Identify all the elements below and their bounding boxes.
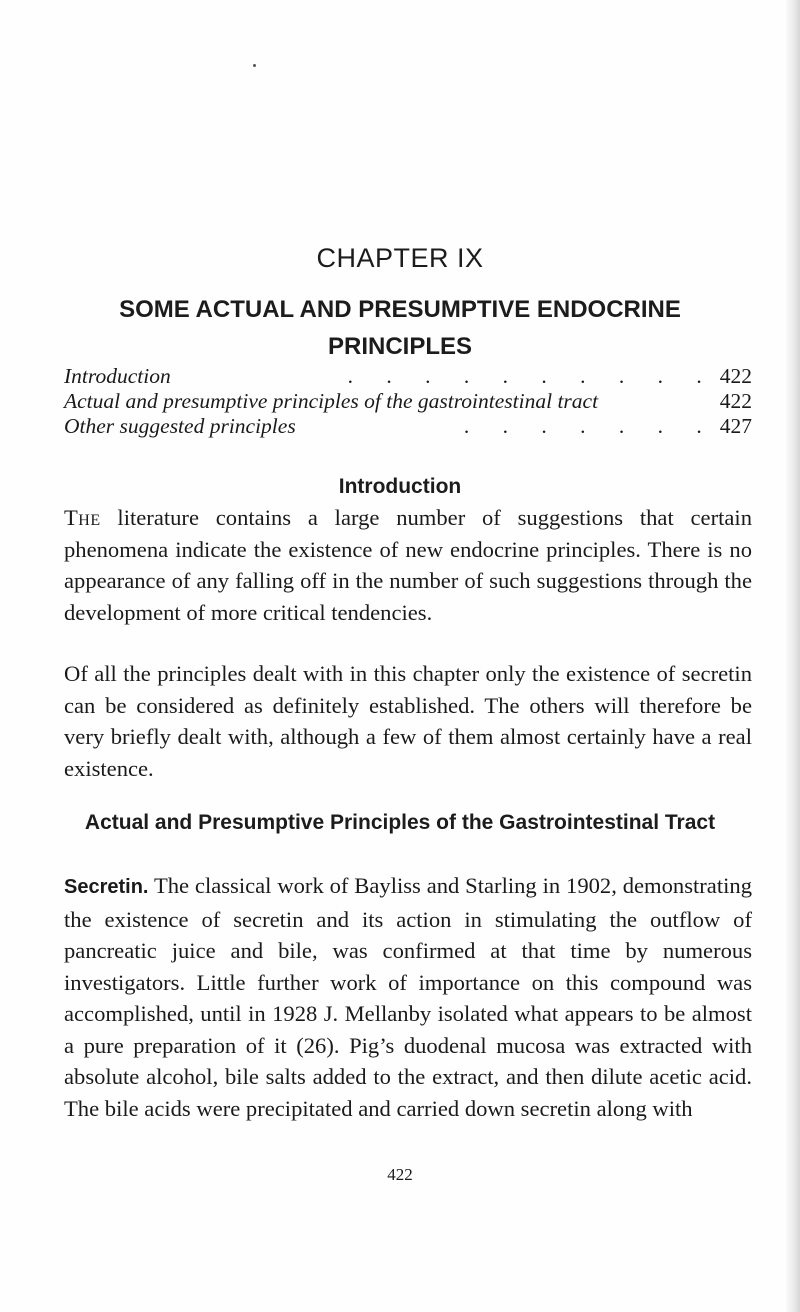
paragraph-text: literature contains a large number of suggestions that certain phenomena indicate the existence of new endocrine principles. There is no appearance of any falling off in the number of such suggestions through the development of more critical tendencies. bbox=[64, 505, 752, 625]
toc-entry-page: 427 bbox=[719, 414, 752, 438]
toc-entry-title: Actual and presumptive principles of the gastrointestinal tract bbox=[64, 389, 599, 413]
paragraph-intro-1 bbox=[64, 502, 752, 628]
page-edge-shadow bbox=[786, 0, 800, 1312]
paragraph-secretin bbox=[64, 870, 752, 1124]
paragraph-lead-word: The bbox=[64, 505, 101, 530]
toc-entry-page: 422 bbox=[719, 389, 752, 413]
runin-heading-secretin: Secretin. bbox=[64, 876, 149, 898]
toc-entry-title: Other suggested principles bbox=[64, 414, 296, 438]
toc-leader-dots: . . . . . . . . . . bbox=[347, 364, 716, 388]
paragraph-intro-2: Of all the principles dealt with in this chapter only the existence of secretin can be considered as definitely established. The others will therefore be very briefly dealt with, although a few of them almost certainly have a real existence. bbox=[64, 661, 752, 781]
paragraph-text: The classical work of Bayliss and Starling in 1902, demonstrating the existence of secretin and its action in stimulating the outflow of pancreatic juice and bile, was confirmed at that time by numerous investigators. Little further work of importance on this compound was accomplished, until in 1928 J. Mellanby isolated what appears to be almost a pure preparation of it (26). Pig’s duodenal mucosa was extracted with absolute alcohol, bile salts added to the extract, and then dilute acetic acid. The bile acids were precipitated and carried down secretin along with bbox=[64, 873, 752, 1121]
chapter-contents bbox=[64, 364, 752, 439]
chapter-title: SOME ACTUAL AND PRESUMPTIVE ENDOCRINE PRINCIPLES bbox=[119, 296, 681, 360]
paper-speck bbox=[253, 64, 256, 67]
toc-entry bbox=[64, 389, 752, 414]
toc-leader-dots: . . . . . . . bbox=[463, 414, 716, 438]
toc-entry-page: 422 bbox=[719, 364, 752, 388]
section-heading-gastrointestinal: Actual and Presumptive Principles of the Gastrointestinal Tract bbox=[84, 811, 716, 834]
section-heading-introduction: Introduction bbox=[338, 475, 462, 498]
toc-entry bbox=[64, 364, 752, 389]
page-number: 422 bbox=[387, 1165, 413, 1184]
toc-entry-title: Introduction bbox=[64, 364, 171, 388]
chapter-label: CHAPTER IX bbox=[316, 243, 484, 273]
toc-entry bbox=[64, 414, 752, 439]
